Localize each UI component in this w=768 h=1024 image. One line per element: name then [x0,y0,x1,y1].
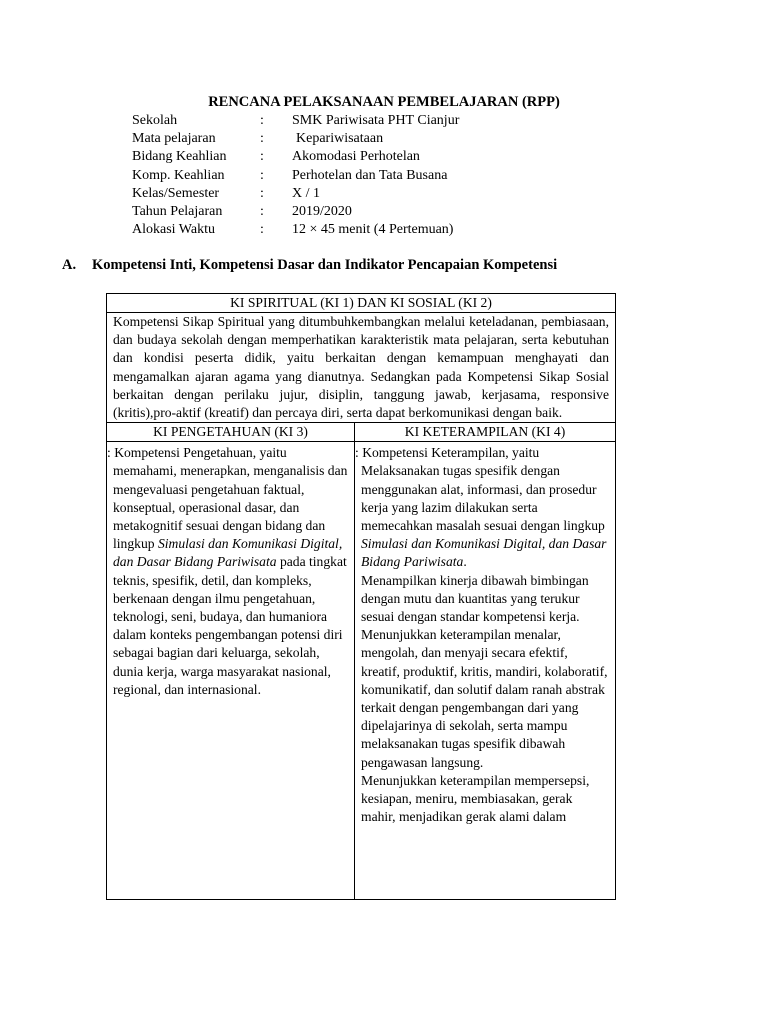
ki4-content [355,444,609,899]
ki3-intro: Kompetensi Pengetahuan, yaitu [114,445,287,461]
meta-value: Akomodasi Perhotelan [292,149,420,165]
ki3-italic: Simulasi dan Komunikasi Digital, dan Dasar Bidang Pariwisata [113,536,343,570]
meta-value: SMK Pariwisata PHT Cianjur [292,113,460,128]
section-a-heading [62,257,557,274]
ki4-italic-end: . [463,554,467,570]
meta-value: 2019/2020 [292,203,352,219]
ki4-paragraph-4: Menunjukkan keterampilan mempersepsi, kesiapan, meniru, membiasakan, gerak mahir, menjadikan gerak alami dalam [361,772,590,825]
ki3-text-1: memahami, menerapkan, menganalisis dan mengevaluasi pengetahuan faktual, konseptual, operasional dasar, dan metakognitif sesuai dengan bidang dan lingkup [113,463,348,552]
meta-colon: : [260,131,264,147]
meta-label: Bidang Keahlian [132,149,227,165]
meta-colon: : [260,203,264,219]
section-title: Kompetensi Inti, Kompetensi Dasar dan Indikator Pencapaian Kompetensi [92,257,558,273]
meta-value: Perhotelan dan Tata Busana [292,167,448,183]
meta-label: Komp. Keahlian [132,167,225,183]
ki4-cell [355,442,616,900]
meta-value: 12 × 45 menit (4 Pertemuan) [292,222,454,238]
meta-label: Kelas/Semester [132,185,220,201]
ki4-header: KI KETERAMPILAN (KI 4) [355,423,616,442]
meta-label: Tahun Pelajaran [132,203,223,219]
meta-label: Alokasi Waktu [132,222,215,238]
meta-value: X / 1 [292,185,320,201]
ki4-paragraph-2: Menampilkan kinerja dibawah bimbingan dengan mutu dan kuantitas yang terukur sesuai dengan standar kompetensi kerja. [361,572,589,625]
meta-colon: : [260,113,264,128]
meta-label: Sekolah [132,113,178,128]
ki-spiritual-text: Kompetensi Sikap Spiritual yang ditumbuhkembangkan melalui keteladanan, pembiasaan, dan budaya sekolah dengan memperhatikan karakteristik mata pelajaran, serta kebutuhan dan kondisi peserta didik, yaitu berkaitan dengan kemampuan menghayati dan mengamalkan ajaran agama yang dianutnya. Sedangkan pada Kompetensi Sikap Sosial berkaitan dengan perilaku jujur, disiplin, tanggung jawab, kerjasama, responsive (kritis),pro-aktif (kreatif) dan percaya diri, serta dapat berkomunikasi dengan baik. [107,313,616,423]
meta-colon: : [260,222,264,238]
ki3-text-2: pada tingkat teknis, spesifik, detil, dan kompleks, berkenaan dengan ilmu pengetahuan, teknologi, seni, budaya, dan humaniora dalam konteks pengembangan potensi diri sebagai bagian dari keluarga, sekolah, dunia kerja, warga masyarakat nasional, regional, dan internasional. [113,554,347,697]
ki4-intro-line [355,444,609,462]
ki4-paragraph-1 [361,462,609,571]
ki-table [106,293,616,900]
section-number: A. [62,257,77,273]
ki3-body [113,462,348,699]
ki3-header: KI PENGETAHUAN (KI 3) [107,423,355,442]
meta-value: Kepariwisataan [296,131,384,147]
ki4-colon: : [355,445,359,461]
ki3-intro-line [107,444,348,462]
ki4-text-1: Melaksanakan tugas spesifik dengan menggunakan alat, informasi, dan prosedur kerja yang lazim dilakukan serta memecahkan masalah sesuai dengan lingkup [361,463,605,534]
document-title: RENCANA PELAKSANAAN PEMBELAJARAN (RPP) [208,94,560,110]
meta-colon: : [260,149,264,165]
meta-colon: : [260,185,264,201]
ki-spiritual-header: KI SPIRITUAL (KI 1) DAN KI SOSIAL (KI 2) [107,294,616,313]
ki3-cell [107,442,355,900]
ki4-paragraph-3: Menunjukkan keterampilan menalar, mengolah, dan menyaji secara efektif, kreatif, produktif, kritis, mandiri, kolaboratif, komunikatif, dan solutif dalam ranah abstrak terkait dengan pengembangan dari yang dipelajarinya di sekolah, serta mampu melaksanakan tugas spesifik dibawah pengawasan langsung. [361,627,608,770]
meta-colon: : [260,167,264,183]
meta-label: Mata pelajaran [132,131,216,147]
ki4-intro: Kompetensi Keterampilan, yaitu [362,445,540,461]
ki4-italic: Simulasi dan Komunikasi Digital, dan Dasar Bidang Pariwisata [361,536,607,570]
ki3-colon: : [107,445,111,461]
